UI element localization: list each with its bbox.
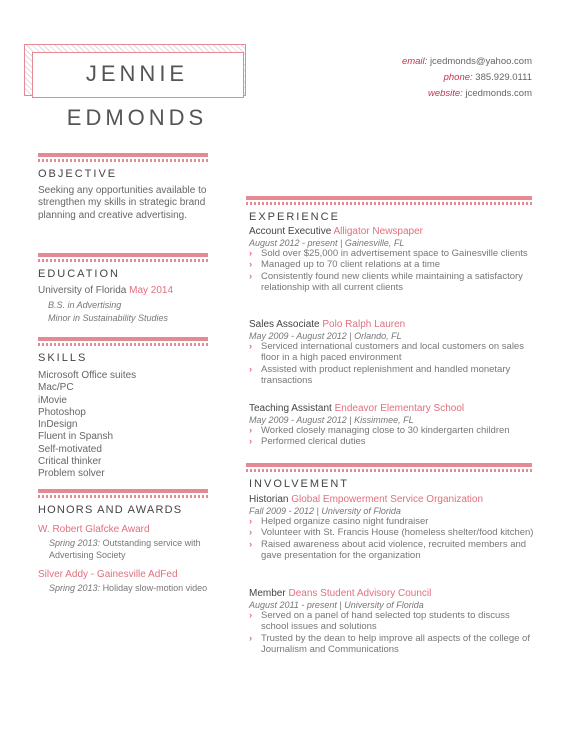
involvement-entry <box>249 494 534 562</box>
section-rule <box>38 253 208 257</box>
section-dots <box>38 343 208 346</box>
graduation-date: May 2014 <box>129 285 174 296</box>
chevron-right-icon: › <box>249 248 253 259</box>
bullet-item: › Helped organize casino night fundraiser <box>249 516 429 527</box>
school-name: University of Florida <box>38 285 127 296</box>
bullet-item: › Sold over $25,000 in advertisement space to Gainesville clients <box>249 248 528 259</box>
section-title: EXPERIENCE <box>249 211 340 223</box>
website-link[interactable]: jcedmonds.com <box>465 88 532 99</box>
section-title: EDUCATION <box>38 268 120 280</box>
bullet-item: › Performed clerical duties <box>249 436 366 448</box>
involvement-meta: August 2011 - present | University of Florida <box>249 600 424 610</box>
skill-item: Microsoft Office suites <box>38 370 137 381</box>
skill-item: Fluent in Spansh <box>38 431 114 443</box>
minor: Minor in Sustainability Studies <box>48 313 169 324</box>
experience-entry <box>249 403 534 448</box>
phone-line: phone: 385.929.0111 <box>443 72 532 83</box>
chevron-right-icon: › <box>249 610 253 621</box>
degree: B.S. in Advertising <box>48 300 122 311</box>
job-meta: May 2009 - August 2012 | Orlando, FL <box>249 331 402 341</box>
skill-item: Photoshop <box>38 406 86 418</box>
job-meta: August 2012 - present | Gainesville, FL <box>249 238 405 248</box>
bullet-item: › Trusted by the dean to help improve all aspects of the college of Journalism and Communications <box>249 632 530 656</box>
award-name: Silver Addy - Gainesville AdFed <box>38 569 178 580</box>
bullet-item: › Worked closely managing close to 30 kindergarten children <box>249 425 510 436</box>
chevron-right-icon: › <box>249 527 253 539</box>
job-title-line: Sales Associate Polo Ralph Lauren <box>249 319 406 330</box>
involvement-meta: Fall 2009 - 2012 | University of Florida <box>249 506 401 516</box>
objective-text: Seeking any opportunities available to strengthen my skills in strategic brand planning and creative advertising. <box>38 185 207 221</box>
position-line: Member Deans Student Advisory Council <box>249 588 432 599</box>
education-section <box>38 253 208 325</box>
organization: Deans Student Advisory Council <box>288 588 432 599</box>
chevron-right-icon: › <box>249 363 253 375</box>
job-meta: May 2009 - August 2012 | Kissimmee, FL <box>249 415 414 425</box>
employer: Polo Ralph Lauren <box>322 319 406 330</box>
employer: Endeavor Elementary School <box>334 403 465 414</box>
section-dots <box>246 469 532 472</box>
section-rule <box>38 337 208 341</box>
section-rule <box>38 489 208 493</box>
skill-item: Mac/PC <box>38 382 74 394</box>
chevron-right-icon: › <box>249 538 253 550</box>
section-dots <box>38 259 208 262</box>
section-rule <box>38 153 208 157</box>
resume-name: JENNIE EDMONDS <box>66 61 208 130</box>
section-dots <box>38 495 208 498</box>
skill-item: Problem solver <box>38 468 105 480</box>
organization: Global Empowerment Service Organization <box>291 494 484 505</box>
email-link[interactable]: jcedmonds@yahoo.com <box>429 56 532 67</box>
involvement-entry <box>249 588 534 656</box>
skills-list <box>38 370 208 481</box>
award-description: Spring 2013: Holiday slow-motion video <box>49 583 208 593</box>
position-line: Historian Global Empowerment Service Organization <box>249 494 484 505</box>
chevron-right-icon: › <box>249 436 253 448</box>
bullet-item: › Served on a panel of hand selected top students to discuss school issues and solutions <box>249 610 510 633</box>
honors-section <box>38 489 208 594</box>
bullet-item: › Assisted with product replenishment and handled monetary transactions <box>249 363 511 387</box>
chevron-right-icon: › <box>249 259 253 271</box>
chevron-right-icon: › <box>249 516 253 527</box>
experience-entry <box>249 319 534 387</box>
bullet-item: › Serviced international customers and local customers on sales floor in a high paced environment <box>249 341 524 364</box>
section-title: SKILLS <box>38 352 88 364</box>
skills-section <box>38 337 208 481</box>
section-rule <box>246 463 532 467</box>
employer: Alligator Newspaper <box>333 226 423 237</box>
award-name: W. Robert Glafcke Award <box>38 524 150 535</box>
school-line <box>38 285 208 297</box>
chevron-right-icon: › <box>249 270 253 282</box>
bullet-item: › Managed up to 70 client relations at a time <box>249 259 441 271</box>
experience-entry <box>249 226 534 294</box>
section-rule <box>246 196 532 200</box>
skill-item: iMovie <box>38 394 67 406</box>
section-title: OBJECTIVE <box>38 168 118 180</box>
objective-section <box>38 153 208 222</box>
website-line: website: jcedmonds.com <box>427 88 532 99</box>
involvement-section <box>246 463 532 490</box>
section-dots <box>38 159 208 162</box>
bullet-item: › Volunteer with St. Francis House (homeless shelter/food kitchen) <box>249 527 534 539</box>
chevron-right-icon: › <box>249 632 253 644</box>
chevron-right-icon: › <box>249 341 253 352</box>
section-title: INVOLVEMENT <box>249 478 350 490</box>
bullet-item: › Consistently found new clients while maintaining a satisfactory relationship with all current clients <box>249 270 523 294</box>
skill-item: Self-motivated <box>38 443 102 455</box>
skill-item: InDesign <box>38 419 78 431</box>
award-description: Spring 2013: Outstanding service with Advertising Society <box>49 538 201 560</box>
chevron-right-icon: › <box>249 425 253 436</box>
skill-item: Critical thinker <box>38 456 102 468</box>
email-line: email: jcedmonds@yahoo.com <box>401 56 532 67</box>
section-dots <box>246 202 532 205</box>
section-title: HONORS AND AWARDS <box>38 504 183 516</box>
experience-section <box>246 196 532 223</box>
bullet-item: › Raised awareness about acid violence, recruited members and gave presentation for the organization <box>249 538 527 562</box>
job-title-line: Account Executive Alligator Newspaper <box>249 226 423 237</box>
contact-info <box>402 54 532 102</box>
phone-value: 385.929.0111 <box>475 72 532 83</box>
job-title-line: Teaching Assistant Endeavor Elementary School <box>249 403 465 414</box>
